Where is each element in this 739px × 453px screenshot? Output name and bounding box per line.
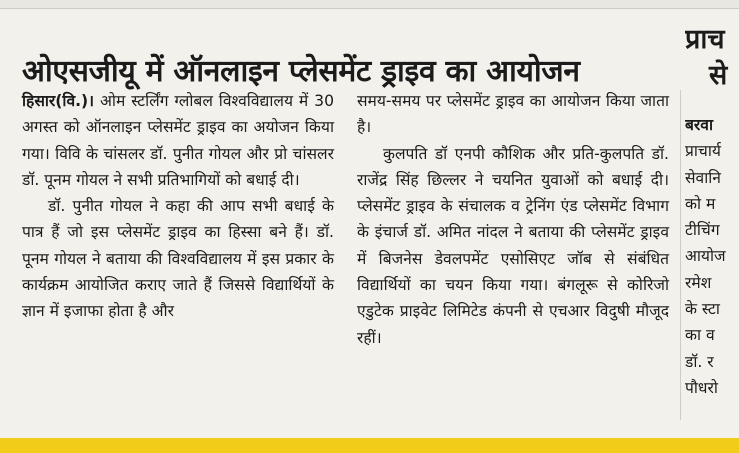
adjacent-line: बरवा (685, 116, 713, 134)
article-column-1 (22, 88, 334, 325)
adjacent-line: सेवानि (685, 168, 721, 187)
adjacent-headline-line-2: से (709, 60, 728, 91)
adjacent-line: प्राचार्य (685, 142, 721, 161)
adjacent-article-edge (685, 22, 739, 401)
bottom-color-band (0, 438, 739, 453)
article-headline: ओएसजीयू में ऑनलाइन प्लेसमेंट ड्राइव का आयोजन (22, 54, 580, 90)
article-paragraph-1-text: ओम स्टर्लिंग ग्लोबल विश्वविद्यालय में 30 अगस्त को ऑनलाइन प्लेसमेंट ड्राइव का अयोजन किया गया। विवि के चांसलर डॉ. पुनीत गोयल और प्रो चांसलर डॉ. पूनम गोयल ने सभी प्रतिभागियों को बधाई दी। (22, 92, 334, 189)
article-paragraph-1 (22, 88, 334, 193)
adjacent-article-body (685, 112, 739, 401)
adjacent-line: रमेश (685, 273, 712, 292)
adjacent-line: पौधरो (685, 378, 718, 397)
column-divider (680, 90, 681, 420)
adjacent-line: डॉ. र (685, 352, 714, 371)
adjacent-line: को म (685, 194, 716, 213)
adjacent-line: आयोज (685, 247, 726, 266)
adjacent-line: के स्टा (685, 300, 720, 319)
article-paragraph-2: डॉ. पुनीत गोयल ने कहा की आप सभी बधाई के पात्र हैं जो इस प्लेसमेंट ड्राइव का हिस्सा बने हैं। डॉ. पूनम गोयल ने बताया की विश्वविद्यालय में इस प्रकार के कार्यक्रम आयोजित कराए जाते हैं जिससे विद्यार्थियों के ज्ञान में इजाफा होता है और (22, 197, 334, 321)
article-paragraph-4: कुलपति डॉ एनपी कौशिक और प्रति-कुलपति डॉ. राजेंद्र सिंह छिल्लर ने चयनित युवाओं को बधाई दी। प्लेसमेंट ड्राइव के संचालक व ट्रेनिंग एंड प्लेसमेंट विभाग के इंचार्ज डॉ. अमित नांदल ने बताया की प्लेसमेंट ड्राइव में बिजनेस डेवलपमेंट एसोसिएट जॉब से संबंधित विद्यार्थियों का चयन किया गया। बंगलूरू से कोरिजो एडुटेक प्राइवेट लिमिटेड कंपनी से एचआर विदुषी मौजूद रहीं। (357, 144, 669, 347)
article-dateline: हिसार(वि.)। (22, 92, 95, 110)
adjacent-headline-line-1: प्राच (685, 24, 725, 55)
adjacent-line: का व (685, 326, 715, 345)
article-column-2 (357, 88, 669, 351)
adjacent-line: टीचिंग (685, 221, 720, 240)
article-paragraph-3: समय-समय पर प्लेसमेंट ड्राइव का आयोजन किया जाता है। (357, 92, 669, 137)
previous-article-edge (0, 0, 739, 9)
